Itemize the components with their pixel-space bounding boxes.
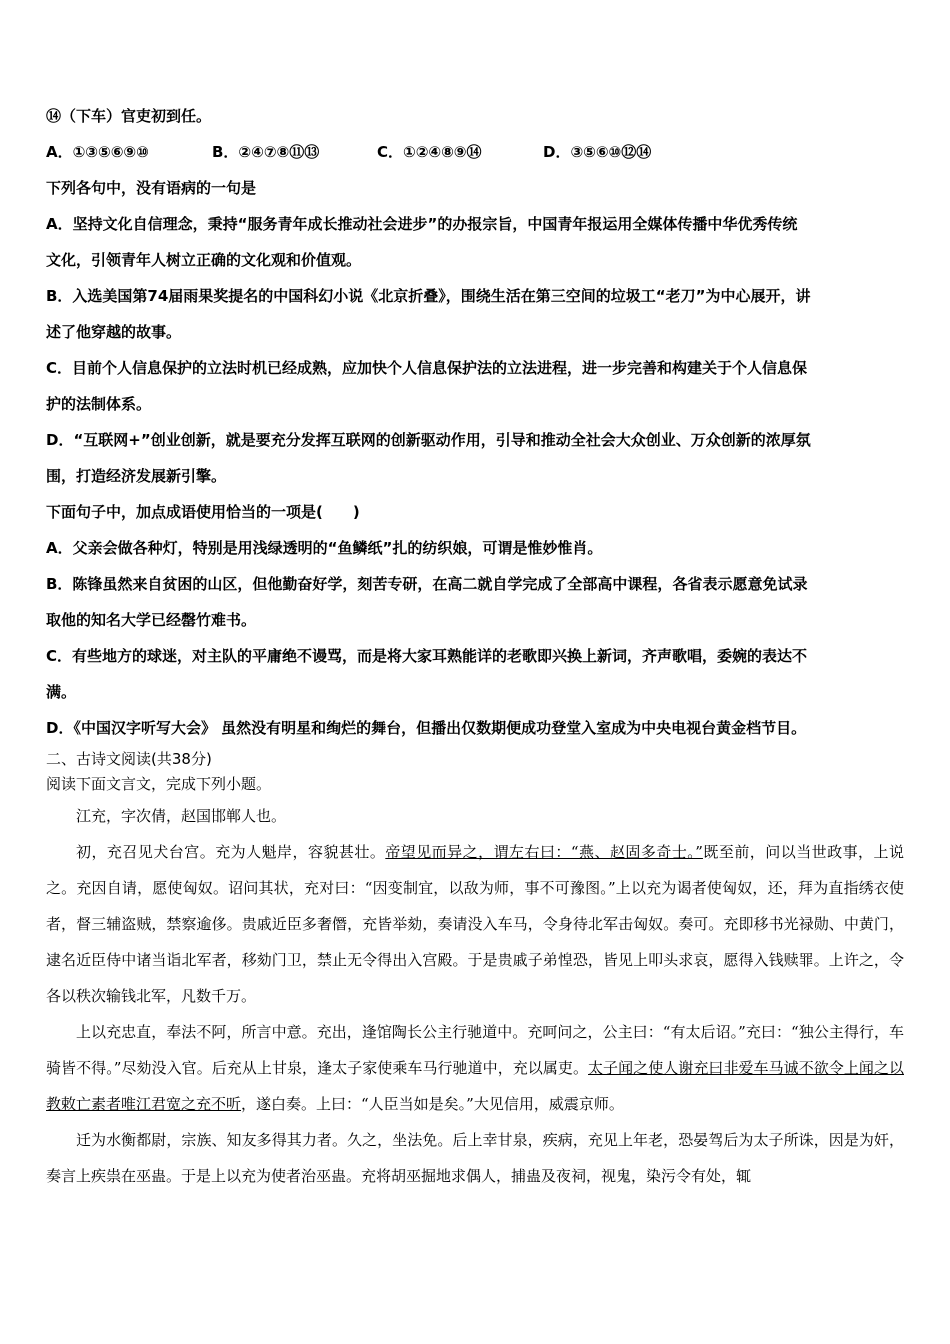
passage-p3-rest: ，遂白奏。上曰：“人臣当如是矣。”大见信用，威震京师。 bbox=[241, 1095, 624, 1113]
underlined-sentence-1: 帝望见而异之，谓左右曰：“燕、赵固多奇士。” bbox=[385, 843, 703, 861]
grammar-option-a-line1: A．坚持文化自信理念，秉持“服务青年成长推动社会进步”的办报宗旨，中国青年报运用全媒体传播中华优秀传统 bbox=[46, 215, 798, 233]
grammar-option-c-line1: C．目前个人信息保护的立法时机已经成熟，应加快个人信息保护法的立法进程，进一步完善和构建关于个人信息保 bbox=[46, 359, 808, 377]
passage-paragraph-1: 江充，字次倩，赵国邯郸人也。 bbox=[76, 807, 287, 825]
prev-option-c: C．①②④⑧⑨⑭ bbox=[377, 143, 482, 161]
prev-option-d: D．③⑤⑥⑩⑫⑭ bbox=[543, 143, 652, 161]
passage-paragraph-4: 迁为水衡都尉，宗族、知友多得其力者。久之，坐法免。后上幸甘泉，疾病，充见上年老，恐晏驾后为太子所诛，因是为奸，奏言上疾祟在巫蛊。于是上以充为使者治巫蛊。充将胡巫掘地求偶人，捕蛊及夜祠，视鬼，染污令有处，辄 bbox=[46, 1131, 904, 1185]
idiom-option-b-line1: B．陈锋虽然来自贫困的山区，但他勤奋好学，刻苦专研，在高二就自学完成了全部高中课程，各省表示愿意免试录 bbox=[46, 575, 808, 593]
section-intro: 阅读下面文言文，完成下列小题。 bbox=[46, 775, 272, 793]
passage-paragraph-3 bbox=[46, 1014, 904, 1122]
idiom-option-d: D．《中国汉字听写大会》 虽然没有明星和绚烂的舞台，但播出仅数期便成功登堂入室成为中央电视台黄金档节目。 bbox=[46, 719, 807, 737]
grammar-option-c-line2: 护的法制体系。 bbox=[46, 395, 152, 413]
grammar-option-b-line2: 述了他穿越的故事。 bbox=[46, 323, 182, 341]
passage-paragraph-2 bbox=[46, 834, 904, 1014]
idiom-option-a: A．父亲会做各种灯，特别是用浅绿透明的“鱼鳞纸”扎的纺织娘，可谓是惟妙惟肖。 bbox=[46, 539, 603, 557]
prev-option-b: B．②④⑦⑧⑪⑬ bbox=[212, 143, 320, 161]
passage-p3-text: 上以充忠直，奉法不阿，所言中意。充出，逢馆陶长公主行驰道中。充呵问之，公主曰：“有太后诏。”充曰：“独公主得行，车骑皆不得。”尽劾没入官。后充从上甘泉，逢太子家使乘车马行驰道中，充以属吏。 bbox=[46, 1023, 904, 1077]
grammar-option-a-line2: 文化，引领青年人树立正确的文化观和价值观。 bbox=[46, 251, 362, 269]
grammar-option-d-line2: 围，打造经济发展新引擎。 bbox=[46, 467, 227, 485]
passage-p2-rest: 既至前，问以当世政事，上说之。充因自请，愿使匈奴。诏问其状，充对曰：“因变制宜，以敌为师，事不可豫图。”上以充为谒者使匈奴，还，拜为直指绣衣使者，督三辅盗贼，禁察逾侈。贵戚近臣多奢僭，充皆举劾，奏请没入车马，令身待北军击匈奴。奏可。充即移书光禄勋、中黄门，逮名近臣侍中诸当诣北军者，移劾门卫，禁止无令得出入宫殿。于是贵戚子弟惶恐，皆见上叩头求哀，愿得入钱赎罪。上许之，令各以秩次输钱北军，凡数千万。 bbox=[46, 843, 904, 1005]
grammar-question-stem: 下列各句中，没有语病的一句是 bbox=[46, 179, 257, 197]
underlined-sentence-2: 太子闻之使人谢充曰非爱车马诚不欲令上闻之以教敕亡素者唯江君宽之充不听 bbox=[46, 1059, 904, 1113]
prev-options bbox=[46, 134, 904, 170]
passage-p2-text: 初，充召见犬台宫。充为人魁岸，容貌甚壮。 bbox=[76, 843, 386, 861]
classical-passage bbox=[46, 798, 904, 1194]
section-title: 二、古诗文阅读(共38分) bbox=[46, 750, 212, 768]
grammar-option-d-line1: D．“互联网+”创业创新，就是要充分发挥互联网的创新驱动作用，引导和推动全社会大众创业、万众创新的浓厚氛 bbox=[46, 431, 811, 449]
prev-option-a: A．①③⑤⑥⑨⑩ bbox=[46, 143, 149, 161]
grammar-option-b-line1: B．入选美国第74届雨果奖提名的中国科幻小说《北京折叠》，围绕生活在第三空间的垃圾工“老刀”为中心展开，讲 bbox=[46, 287, 811, 305]
idiom-option-c-line2: 满。 bbox=[46, 683, 77, 701]
idiom-option-b-line2: 取他的知名大学已经罄竹难书。 bbox=[46, 611, 257, 629]
idiom-option-c-line1: C．有些地方的球迷，对主队的平庸绝不谩骂，而是将大家耳熟能详的老歌即兴换上新词，齐声歌唱，委婉的表达不 bbox=[46, 647, 808, 665]
idiom-question-stem: 下面句子中，加点成语使用恰当的一项是( ) bbox=[46, 503, 360, 521]
prev-item-14: ⑭（下车）官吏初到任。 bbox=[46, 107, 212, 125]
